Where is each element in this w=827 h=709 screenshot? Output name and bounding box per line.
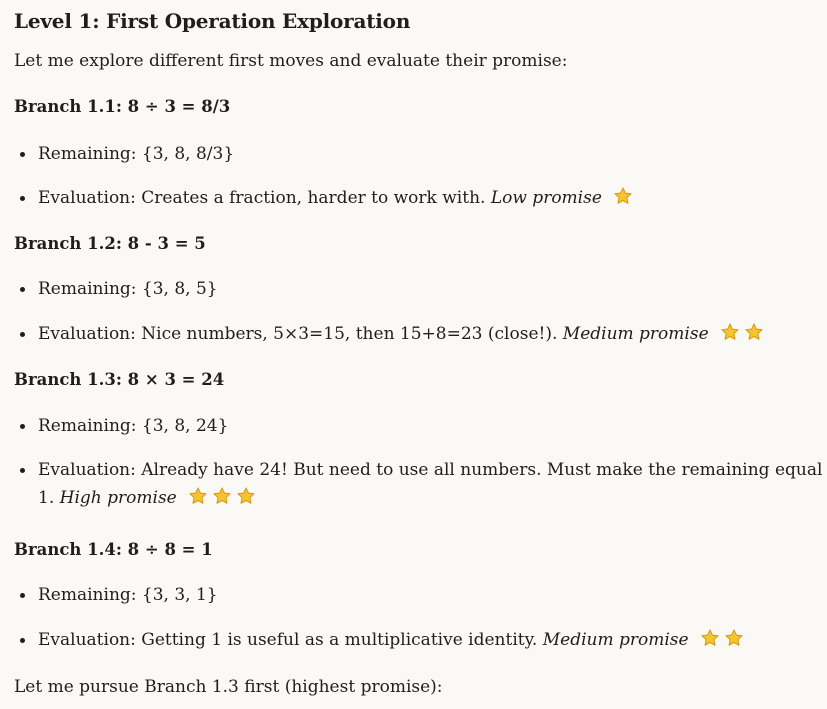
list-item-evaluation bbox=[38, 456, 823, 515]
star-icon bbox=[212, 486, 232, 506]
promise-label: Medium promise bbox=[542, 630, 689, 650]
evaluation-text: Evaluation: Already have 24! But need to use all numbers. Must make the remaining equal 1. bbox=[38, 460, 823, 508]
star-icon bbox=[720, 322, 740, 342]
star-icon bbox=[700, 628, 720, 648]
promise-stars bbox=[716, 322, 764, 351]
evaluation-text: Evaluation: Creates a fraction, harder to work with. bbox=[38, 188, 486, 208]
star-icon bbox=[724, 628, 744, 648]
branch-title: Branch 1.1: 8 ÷ 3 = 8/3 bbox=[14, 97, 231, 116]
promise-stars bbox=[184, 486, 256, 515]
branch-title: Branch 1.2: 8 - 3 = 5 bbox=[14, 234, 206, 253]
list-item-remaining: Remaining: {3, 8, 8/3} bbox=[38, 140, 823, 168]
outro-paragraph: Let me pursue Branch 1.3 first (highest promise): bbox=[14, 677, 443, 697]
list-item-evaluation bbox=[38, 320, 823, 351]
list-item-remaining: Remaining: {3, 8, 5} bbox=[38, 275, 823, 303]
branch-title: Branch 1.4: 8 ÷ 8 = 1 bbox=[14, 540, 213, 559]
list-item-evaluation bbox=[38, 184, 823, 215]
star-icon bbox=[236, 486, 256, 506]
list-item-remaining: Remaining: {3, 3, 1} bbox=[38, 581, 823, 609]
promise-label: Medium promise bbox=[562, 324, 709, 344]
star-icon bbox=[613, 186, 633, 206]
promise-stars bbox=[696, 628, 744, 657]
list-item-evaluation bbox=[38, 626, 823, 657]
promise-label: High promise bbox=[59, 488, 177, 508]
star-icon bbox=[744, 322, 764, 342]
evaluation-text: Evaluation: Nice numbers, 5×3=15, then 15+8=23 (close!). bbox=[38, 324, 558, 344]
branch-title: Branch 1.3: 8 × 3 = 24 bbox=[14, 370, 225, 389]
intro-paragraph: Let me explore different first moves and evaluate their promise: bbox=[14, 51, 568, 71]
star-icon bbox=[188, 486, 208, 506]
section-heading: Level 1: First Operation Exploration bbox=[14, 9, 411, 33]
list-item-remaining: Remaining: {3, 8, 24} bbox=[38, 412, 823, 440]
promise-stars bbox=[609, 186, 633, 215]
promise-label: Low promise bbox=[490, 188, 602, 208]
evaluation-text: Evaluation: Getting 1 is useful as a multiplicative identity. bbox=[38, 630, 538, 650]
